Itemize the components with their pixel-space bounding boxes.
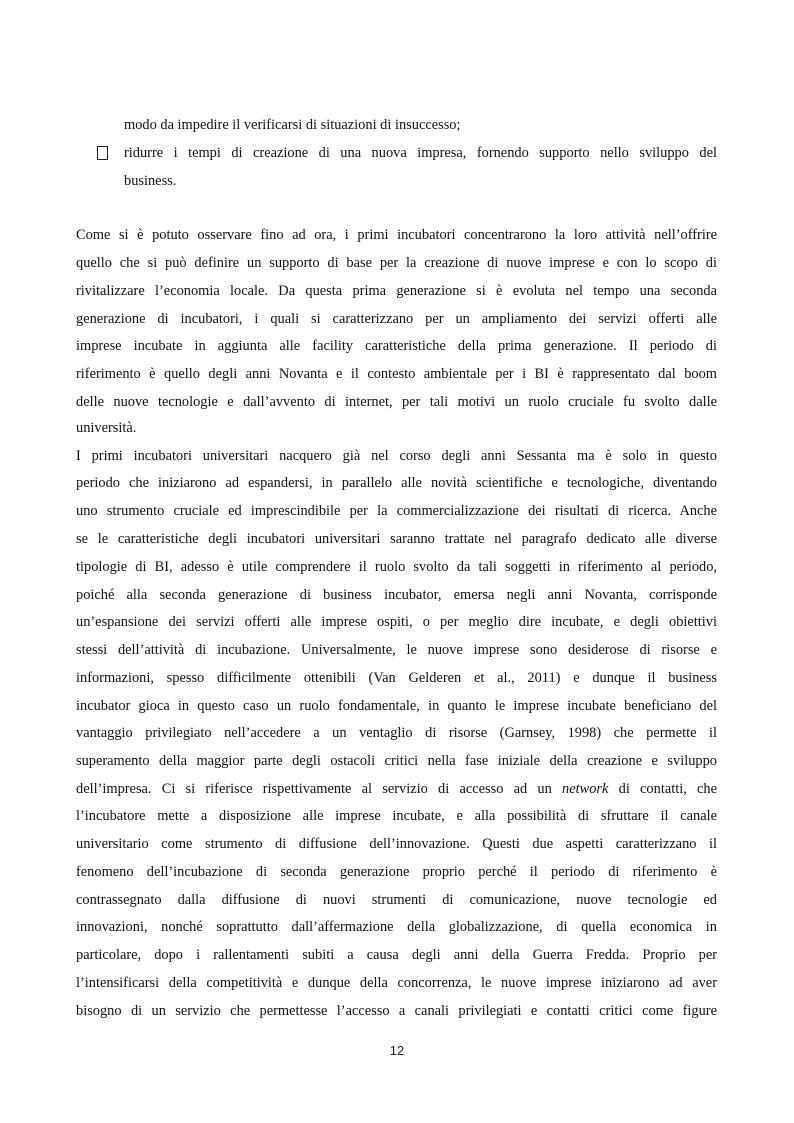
line-segment: dell’impresa. Ci si riferisce rispettivamente al servizio di accesso ad un bbox=[76, 781, 563, 797]
bullet-item-2-line-1: ridurre i tempi di creazione di una nuova impresa, fornendo supporto nello sviluppo del bbox=[124, 145, 717, 161]
paragraph-line: l’incubatore mette a disposizione alle imprese incubate, e alla possibilità di sfruttare il canale bbox=[76, 808, 717, 824]
paragraph-line: un’espansione dei servizi offerti alle imprese ospiti, o per meglio dire incubate, e degli obiettivi bbox=[76, 614, 717, 630]
paragraph-line: delle nuove tecnologie e dall’avvento di internet, per tali motivi un ruolo cruciale fu svolto dalle bbox=[76, 394, 717, 410]
paragraph-line: innovazioni, nonché soprattutto dall’affermazione della globalizzazione, di quella economica in bbox=[76, 919, 717, 935]
paragraph-line: rivitalizzare l’economia locale. Da questa prima generazione si è evoluta nel tempo una seconda bbox=[76, 283, 717, 299]
paragraph-line: I primi incubatori universitari nacquero già nel corso degli anni Sessanta ma è solo in questo bbox=[76, 448, 717, 464]
bullet-item-1-continuation: modo da impedire il verificarsi di situazioni di insuccesso; bbox=[124, 117, 461, 133]
paragraph-line: quello che si può definire un supporto di base per la creazione di nuove imprese e con lo scopo di bbox=[76, 255, 717, 271]
paragraph-line: università. bbox=[76, 420, 137, 436]
paragraph-line: l’intensificarsi della competitività e dunque della concorrenza, le nuove imprese iniziarono ad aver bbox=[76, 975, 717, 991]
paragraph-line: tipologie di BI, adesso è utile comprendere il ruolo svolto da tali soggetti in riferimento al periodo, bbox=[76, 559, 717, 575]
paragraph-line: stessi dell’attività di incubazione. Universalmente, le nuove imprese sono desiderose di risorse e bbox=[76, 642, 717, 658]
paragraph-line: fenomeno dell’incubazione di seconda generazione proprio perché il periodo di riferimento è bbox=[76, 864, 717, 880]
paragraph-line: riferimento è quello degli anni Novanta e il contesto ambientale per i BI è rappresentato dal boom bbox=[76, 366, 717, 382]
paragraph-line: uno strumento cruciale ed imprescindibile per la commercializzazione dei risultati di ricerca. Anche bbox=[76, 503, 717, 519]
paragraph-line: generazione di incubatori, i quali si caratterizzano per un ampliamento dei servizi offerti alle bbox=[76, 311, 717, 327]
paragraph-line: incubator gioca in questo caso un ruolo fondamentale, in quanto le imprese incubate beneficiano del bbox=[76, 698, 717, 714]
bullet-item-2-line-2: business. bbox=[124, 173, 177, 189]
page-number: 12 bbox=[389, 1043, 405, 1058]
paragraph-line: se le caratteristiche degli incubatori universitari saranno trattate nel paragrafo dedicato alle diverse bbox=[76, 531, 717, 547]
paragraph-line: Come si è potuto osservare fino ad ora, i primi incubatori concentrarono la loro attività nell’offrire bbox=[76, 227, 717, 243]
paragraph-line: universitario come strumento di diffusione dell’innovazione. Questi due aspetti caratterizzano il bbox=[76, 836, 717, 852]
paragraph-line: poiché alla seconda generazione di business incubator, emersa negli anni Novanta, corrisponde bbox=[76, 587, 717, 603]
paragraph-line: particolare, dopo i rallentamenti subiti a causa degli anni della Guerra Fredda. Proprio per bbox=[76, 947, 717, 963]
bullet-icon bbox=[97, 146, 108, 160]
italic-term-network: network bbox=[562, 781, 609, 797]
paragraph-line: superamento della maggior parte degli ostacoli critici nella fase iniziale della creazione e sviluppo bbox=[76, 753, 717, 769]
line-segment: di contatti, che bbox=[608, 781, 717, 797]
paragraph-line: vantaggio privilegiato nell’accedere a un ventaglio di risorse (Garnsey, 1998) che permette il bbox=[76, 725, 717, 741]
paragraph-line: periodo che iniziarono ad espandersi, in parallelo alle novità scientifiche e tecnologiche, diventando bbox=[76, 475, 717, 491]
paragraph-line-network bbox=[76, 779, 717, 799]
paragraph-line: contrassegnato dalla diffusione di nuovi strumenti di comunicazione, nuove tecnologie ed bbox=[76, 892, 717, 908]
paragraph-line: bisogno di un servizio che permettesse l’accesso a canali privilegiati e contatti critici come figure bbox=[76, 1003, 717, 1019]
paragraph-line: imprese incubate in aggiunta alle facility caratteristiche della prima generazione. Il periodo di bbox=[76, 338, 717, 354]
paragraph-line: informazioni, spesso difficilmente ottenibili (Van Gelderen et al., 2011) e dunque il business bbox=[76, 670, 717, 686]
